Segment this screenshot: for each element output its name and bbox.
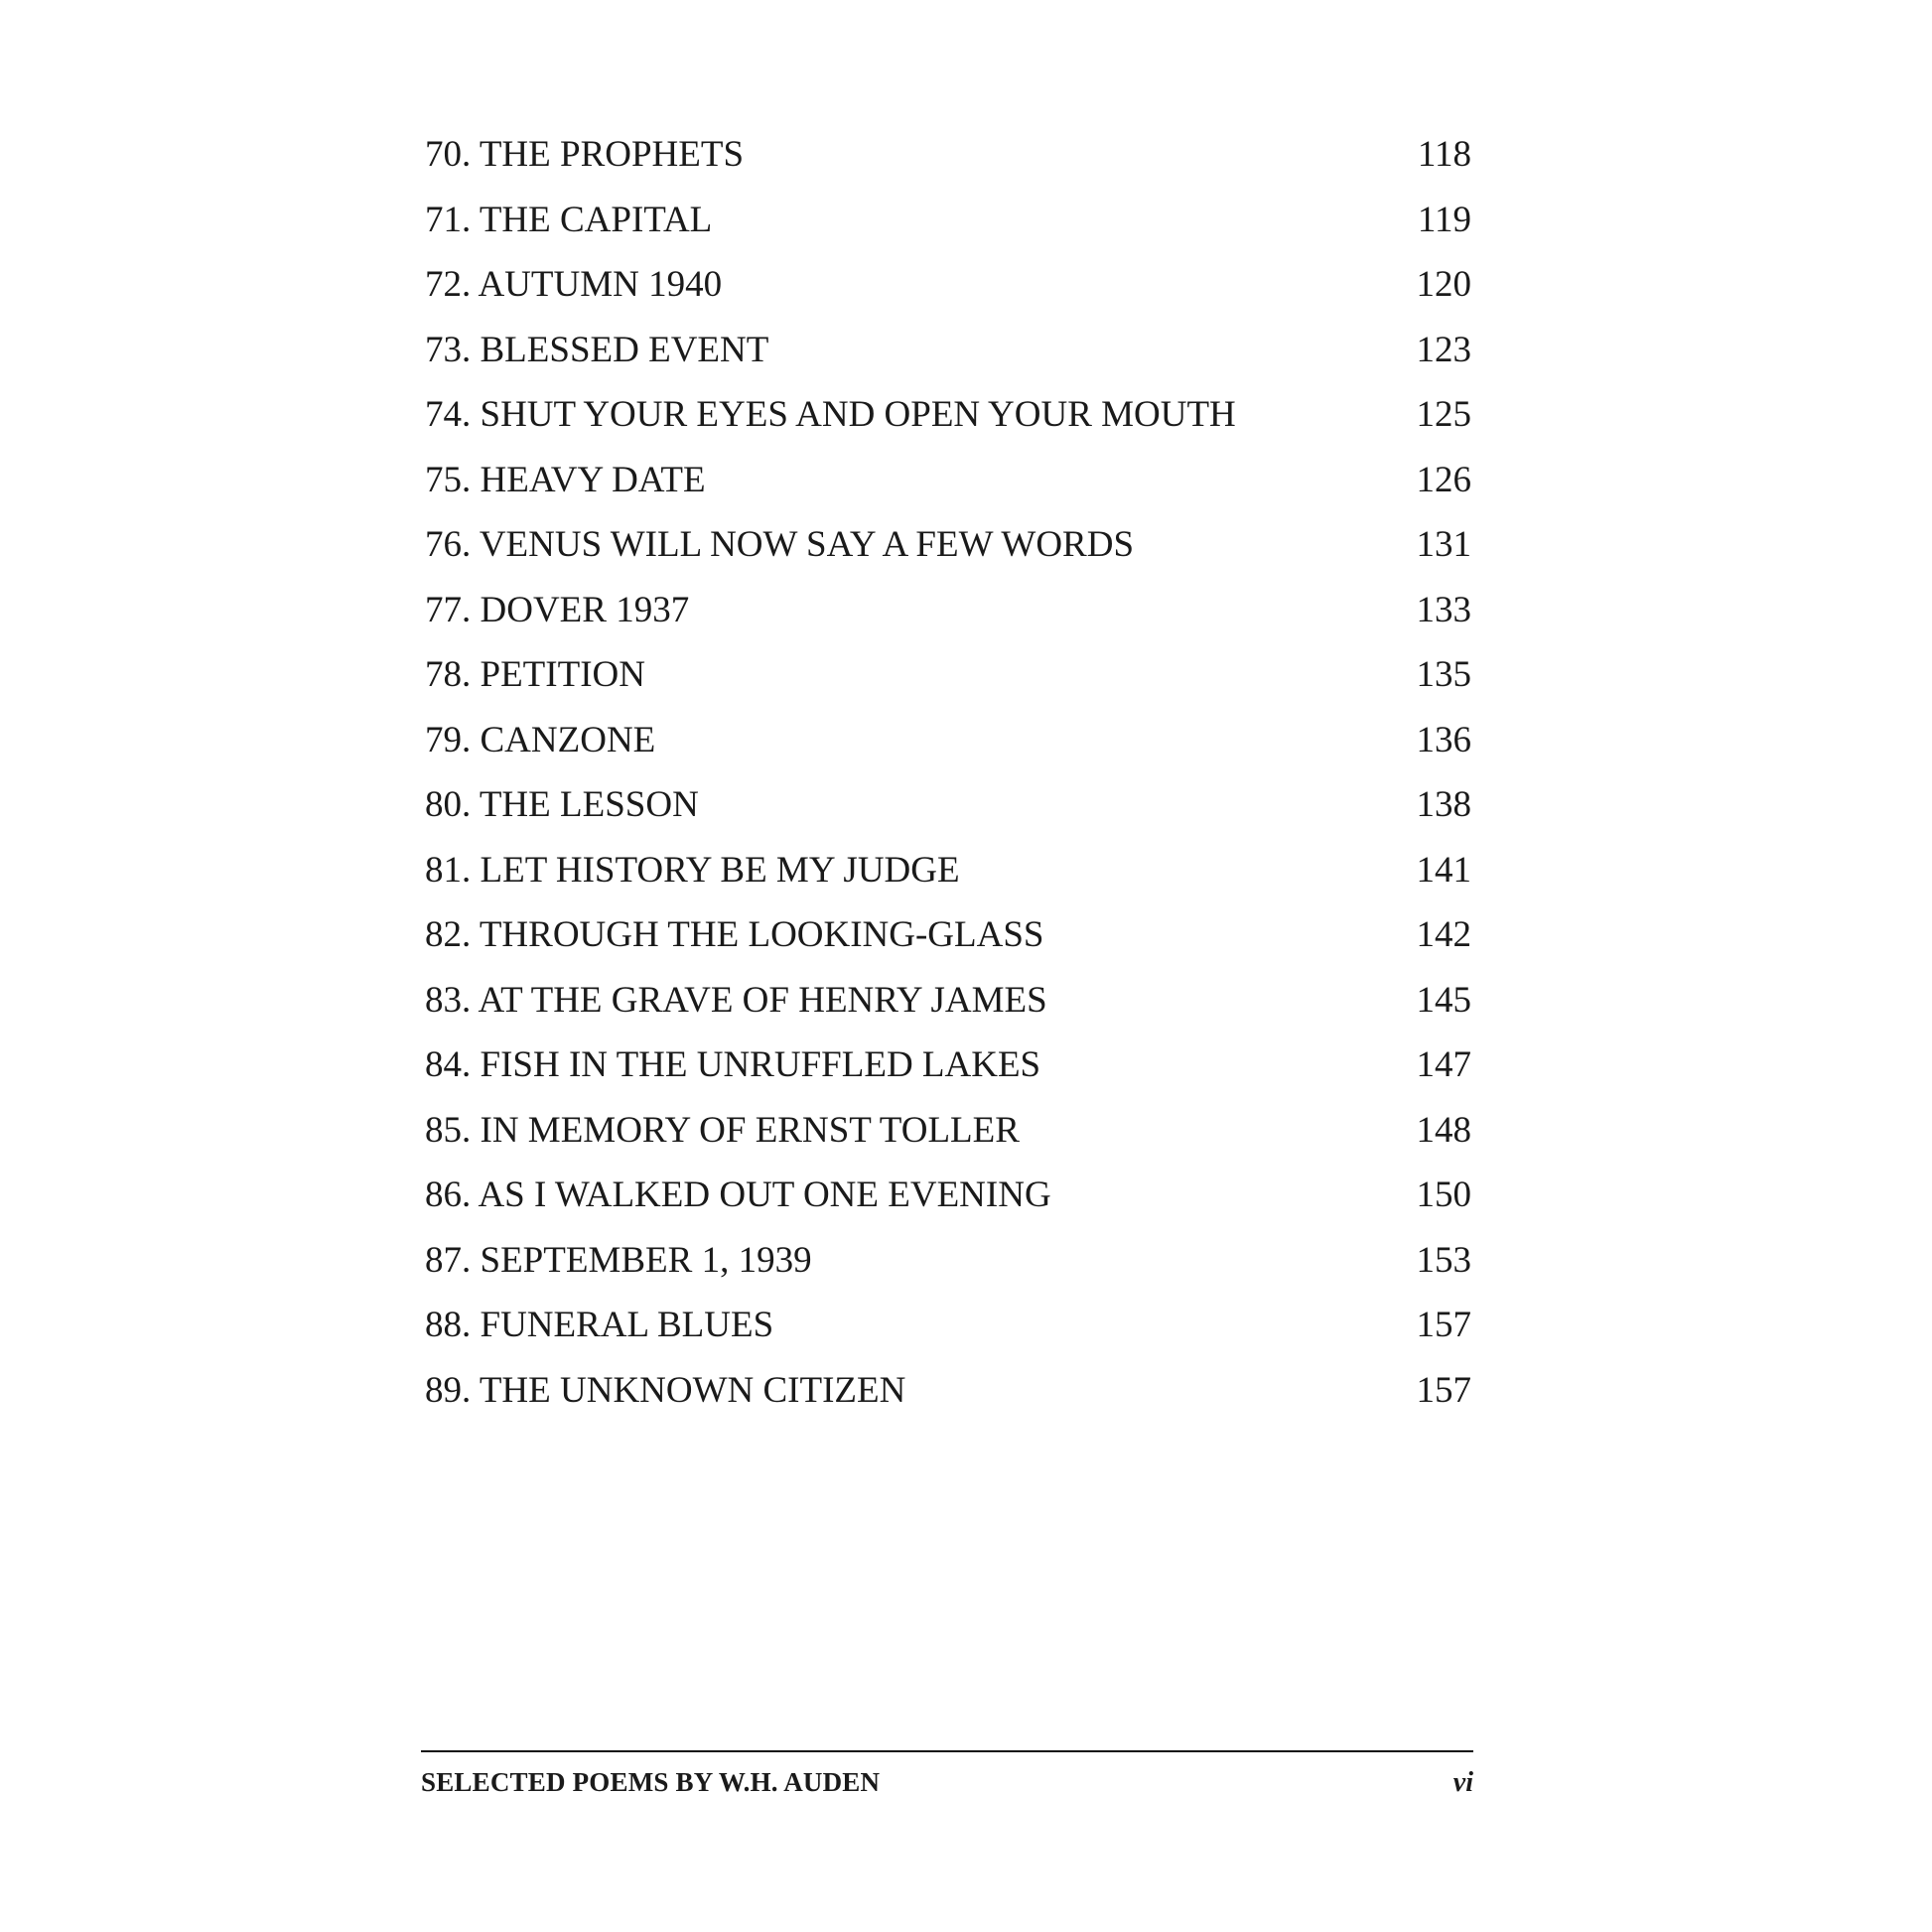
toc-entry-page: 119 — [1417, 199, 1471, 240]
toc-entry — [425, 1046, 1471, 1112]
toc-entry — [425, 589, 1471, 657]
toc-entry-page: 147 — [1416, 1044, 1471, 1085]
toc-entry-page: 123 — [1416, 329, 1471, 370]
toc-entry-page: 157 — [1416, 1369, 1471, 1411]
toc-entry — [425, 1307, 1471, 1372]
toc-entry-page: 141 — [1416, 849, 1471, 891]
toc-entry-page: 135 — [1416, 654, 1471, 695]
toc-entry — [425, 719, 1471, 787]
toc-entry-page: 153 — [1416, 1239, 1471, 1281]
toc-entry — [425, 979, 1471, 1047]
toc-entry-title: 77. DOVER 1937 — [425, 589, 690, 630]
toc-entry-page: 145 — [1416, 979, 1471, 1021]
toc-entry-page: 136 — [1416, 719, 1471, 760]
toc-entry-page: 150 — [1416, 1174, 1471, 1215]
toc-entry — [425, 849, 1471, 917]
toc-entry — [425, 266, 1471, 332]
toc-entry-title: 76. VENUS WILL NOW SAY A FEW WORDS — [425, 524, 1135, 565]
toc-entry-page: 138 — [1416, 784, 1471, 825]
footer-divider — [421, 1750, 1473, 1752]
table-of-contents — [425, 136, 1471, 1437]
toc-entry — [425, 656, 1471, 722]
toc-entry-page: 157 — [1416, 1305, 1471, 1345]
toc-entry — [425, 1109, 1471, 1177]
toc-entry-title: 70. THE PROPHETS — [425, 134, 745, 175]
toc-entry — [425, 396, 1471, 462]
toc-entry-title: 79. CANZONE — [425, 719, 656, 760]
toc-entry-title: 88. FUNERAL BLUES — [425, 1305, 774, 1345]
toc-entry-page: 142 — [1416, 914, 1471, 955]
toc-entry-page: 133 — [1416, 589, 1471, 630]
toc-entry — [425, 526, 1471, 592]
toc-entry — [425, 916, 1471, 982]
toc-entry-page: 125 — [1416, 394, 1471, 435]
page-footer — [421, 1767, 1473, 1799]
toc-entry-title: 73. BLESSED EVENT — [425, 329, 769, 370]
toc-entry-title: 75. HEAVY DATE — [425, 459, 706, 500]
toc-entry — [425, 199, 1471, 267]
toc-entry-title: 85. IN MEMORY OF ERNST TOLLER — [425, 1109, 1020, 1151]
toc-entry-title: 74. SHUT YOUR EYES AND OPEN YOUR MOUTH — [425, 394, 1236, 435]
toc-entry-title: 86. AS I WALKED OUT ONE EVENING — [425, 1174, 1051, 1215]
toc-entry-title: 72. AUTUMN 1940 — [425, 264, 723, 305]
footer-page-number: vi — [1452, 1767, 1473, 1798]
footer-book-title: SELECTED POEMS BY W.H. AUDEN — [421, 1767, 881, 1797]
toc-entry-title: 87. SEPTEMBER 1, 1939 — [425, 1239, 812, 1281]
toc-entry — [425, 329, 1471, 397]
toc-entry-title: 83. AT THE GRAVE OF HENRY JAMES — [425, 979, 1047, 1021]
toc-entry — [425, 1369, 1471, 1438]
toc-entry-page: 148 — [1416, 1109, 1471, 1151]
toc-entry — [425, 786, 1471, 852]
toc-entry — [425, 136, 1471, 202]
toc-entry-page: 126 — [1416, 459, 1471, 500]
toc-entry-title: 78. PETITION — [425, 654, 645, 695]
toc-entry — [425, 1176, 1471, 1242]
toc-entry-page: 131 — [1416, 524, 1471, 565]
toc-entry — [425, 1239, 1471, 1308]
toc-entry-title: 81. LET HISTORY BE MY JUDGE — [425, 849, 960, 891]
toc-entry — [425, 459, 1471, 527]
toc-entry-title: 82. THROUGH THE LOOKING-GLASS — [425, 914, 1044, 955]
toc-entry-title: 84. FISH IN THE UNRUFFLED LAKES — [425, 1044, 1041, 1085]
toc-entry-title: 80. THE LESSON — [425, 784, 699, 825]
toc-entry-title: 89. THE UNKNOWN CITIZEN — [425, 1369, 906, 1411]
toc-entry-page: 118 — [1417, 134, 1471, 175]
toc-entry-title: 71. THE CAPITAL — [425, 199, 713, 240]
toc-entry-page: 120 — [1416, 264, 1471, 305]
